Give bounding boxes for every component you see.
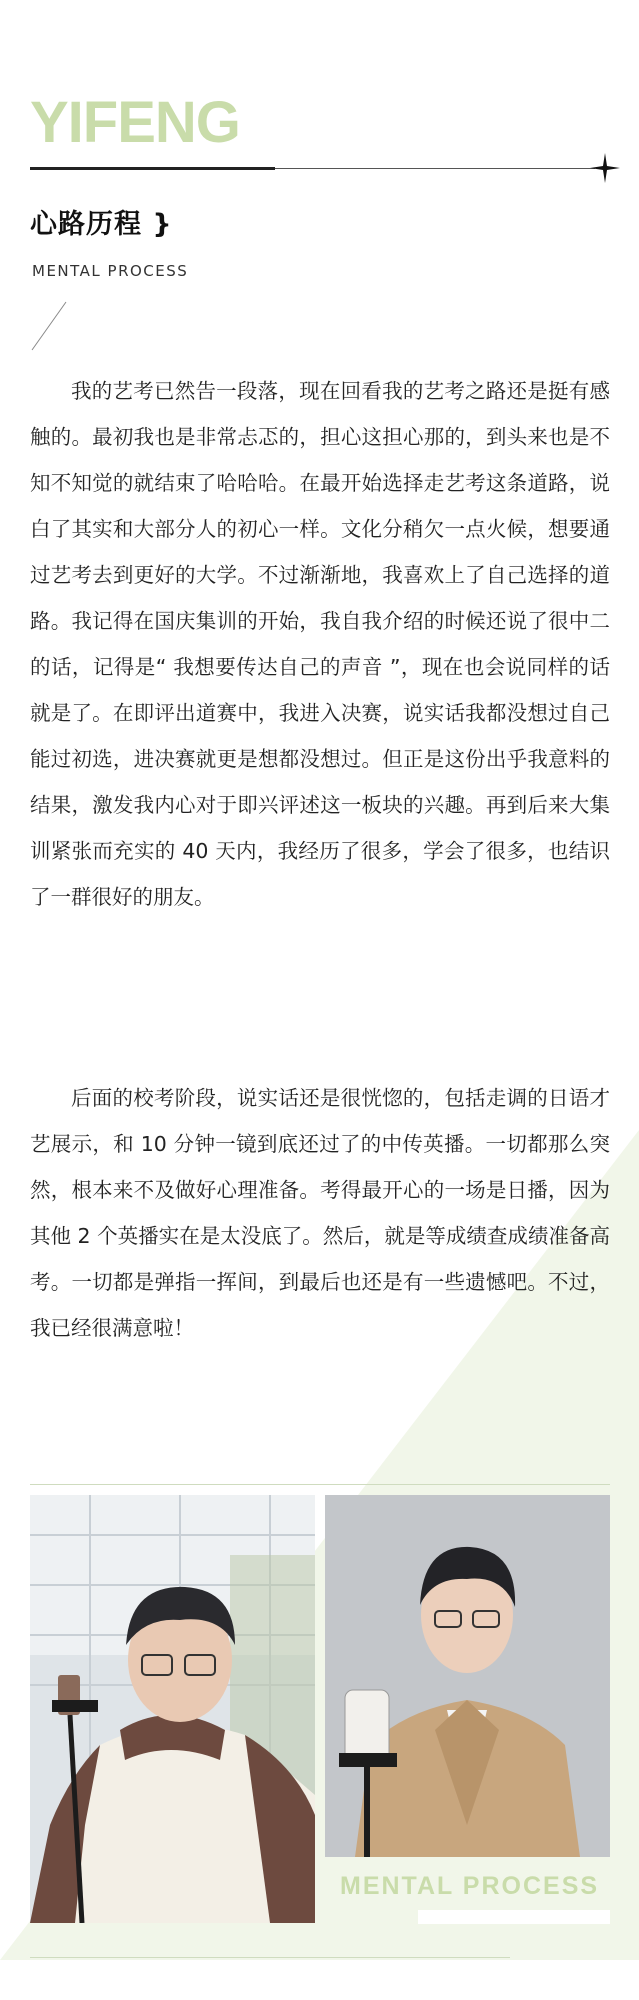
caption-underline-bar — [418, 1910, 610, 1924]
photo-suit-student — [325, 1495, 610, 1857]
header-rule-light — [275, 168, 595, 169]
photo-caption: MENTAL PROCESS — [340, 1872, 600, 1900]
footer-divider — [30, 1957, 510, 1958]
header-rule-dark — [30, 167, 275, 170]
photo-divider-top — [30, 1484, 610, 1485]
section-title: 心路历程 } — [30, 209, 173, 240]
body-paragraph-2: 后面的校考阶段，说实话还是很恍惚的，包括走调的日语才艺展示，和 10 分钟一镜到底还过了的中传英播。一切都那么突然，根本来不及做好心理准备。考得最开心的一场是日播，因为其他 2 个英播实在是太没底了。然后，就是等成绩查成绩准备高考。一切都是弹指一挥间，到最后也还是有一些遗憾吧。不过，我已经很满意啦！ — [30, 1086, 610, 1340]
section-subtitle: MENTAL PROCESS — [32, 262, 189, 280]
photo-hoodie-student — [30, 1495, 315, 1923]
slash-decoration — [30, 300, 70, 352]
sparkle-star-icon — [590, 153, 620, 183]
brand-wordmark: YIFENG — [30, 98, 240, 144]
body-paragraph-1: 我的艺考已然告一段落，现在回看我的艺考之路还是挺有感触的。最初我也是非常忐忑的，担心这担心那的，到头来也是不知不知觉的就结束了哈哈哈。在最开始选择走艺考这条道路，说白了其实和大部分人的初心一样。文化分稍欠一点火候，想要通过艺考去到更好的大学。不过渐渐地，我喜欢上了自己选择的道路。我记得在国庆集训的开始，我自我介绍的时候还说了很中二的话，记得是“ 我想要传达自己的声音 ”，现在也会说同样的话就是了。在即评出道赛中，我进入决赛，说实话我都没想过自己能过初选，进决赛就更是想都没想过。但正是这份出乎我意料的结果，激发我内心对于即兴评述这一板块的兴趣。再到后来大集训紧张而充实的 40 天内，我经历了很多，学会了很多，也结识了一群很好的朋友。 — [30, 379, 610, 909]
